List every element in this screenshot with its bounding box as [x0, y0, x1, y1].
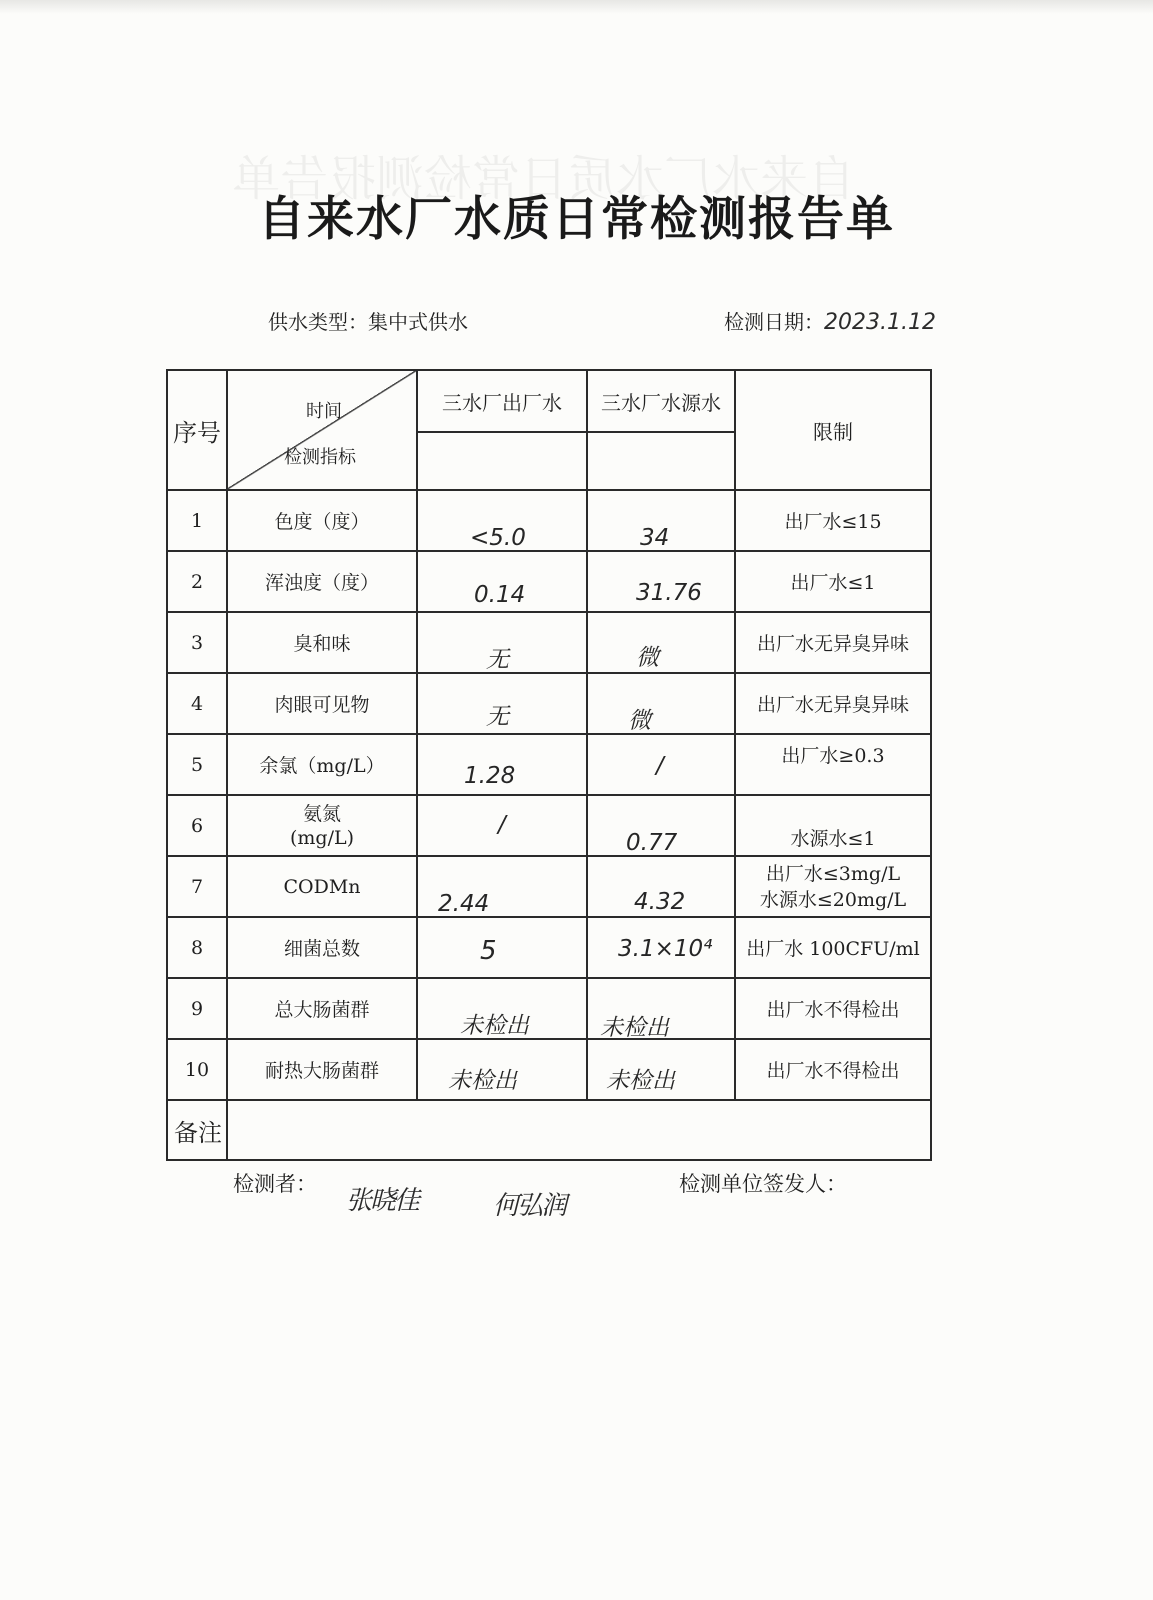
test-date-value: 2023.1.12 [824, 310, 936, 335]
row-number: 2 [167, 551, 227, 612]
source-value: 4.32 [634, 889, 686, 915]
outlet-value-cell [417, 673, 587, 734]
limit-value-secondary: 水源水≤20mg/L [759, 888, 907, 911]
outlet-value-cell [417, 978, 587, 1039]
signer-label: 检测单位签发人： [679, 1172, 847, 1196]
row-number: 5 [167, 734, 227, 795]
inspector-label: 检测者： [233, 1172, 317, 1196]
source-value-cell [587, 1039, 735, 1100]
outlet-value-cell [417, 856, 587, 917]
limit-value: 出厂水不得检出 [735, 1039, 931, 1100]
indicator-name: 浑浊度（度） [227, 551, 417, 612]
table-row [167, 1039, 931, 1100]
outlet-value-cell [417, 612, 587, 673]
table-row [167, 917, 931, 978]
source-value-cell [587, 551, 735, 612]
indicator-time-header [227, 370, 417, 490]
indicator-name: 色度（度） [227, 490, 417, 551]
indicator-unit: (mg/L) [289, 826, 355, 849]
source-value-cell [587, 917, 735, 978]
source-value-cell [587, 612, 735, 673]
outlet-value-cell [417, 734, 587, 795]
test-date-label: 检测日期： [724, 310, 824, 334]
note-row [167, 1100, 931, 1160]
outlet-value: 5 [480, 936, 497, 966]
outlet-water-subheader [417, 432, 587, 490]
inspector-signature: 何弘润 [493, 1191, 566, 1221]
limit-value: 出厂水≤3mg/L [765, 862, 901, 885]
row-number: 8 [167, 917, 227, 978]
table-row [167, 978, 931, 1039]
source-water-header: 三水厂水源水 [587, 370, 735, 432]
row-number: 10 [167, 1039, 227, 1100]
source-value-cell [587, 795, 735, 856]
source-value: 0.77 [626, 830, 678, 856]
page-title: 自来水厂水质日常检测报告单 [258, 192, 895, 247]
source-value: 34 [640, 525, 670, 551]
table-row [167, 551, 931, 612]
row-number: 3 [167, 612, 227, 673]
table-row [167, 856, 931, 917]
row-number: 4 [167, 673, 227, 734]
time-header-label: 时间 [306, 401, 342, 422]
limit-value: 出厂水无异臭异味 [735, 673, 931, 734]
row-number: 6 [167, 795, 227, 856]
source-value: 3.1×10⁴ [618, 936, 713, 962]
note-value [227, 1100, 931, 1160]
limit-value: 出厂水≤1 [735, 551, 931, 612]
indicator-name: 总大肠菌群 [227, 978, 417, 1039]
source-value: 未检出 [600, 1015, 669, 1041]
table-row [167, 673, 931, 734]
outlet-value: 无 [486, 647, 509, 673]
show-through-title: 自来水厂水质日常检测报告单 [232, 151, 857, 207]
source-value: / [656, 753, 664, 779]
indicator-name: 耐热大肠菌群 [227, 1039, 417, 1100]
table-header-row [167, 370, 931, 432]
limit-value: 出厂水 100CFU/ml [735, 917, 931, 978]
source-value: 微 [636, 645, 659, 671]
inspector-signature: 张晓佳 [346, 1186, 419, 1216]
row-number: 7 [167, 856, 227, 917]
source-value: 31.76 [636, 580, 702, 606]
indicator-name-cell [227, 795, 417, 856]
table-row [167, 612, 931, 673]
seq-header: 序号 [167, 370, 227, 490]
outlet-value: <5.0 [470, 525, 526, 551]
indicator-name: 细菌总数 [227, 917, 417, 978]
limit-value: 出厂水≥0.3 [735, 734, 931, 795]
row-number: 1 [167, 490, 227, 551]
outlet-value-cell [417, 795, 587, 856]
outlet-value: 未检出 [460, 1013, 529, 1039]
indicator-name: 余氯（mg/L） [227, 734, 417, 795]
indicator-name: 肉眼可见物 [227, 673, 417, 734]
outlet-value: 未检出 [448, 1068, 517, 1094]
outlet-value: 0.14 [474, 582, 526, 608]
indicator-name: 氨氮 [302, 802, 341, 825]
table-row [167, 490, 931, 551]
outlet-value-cell [417, 551, 587, 612]
source-value: 微 [628, 708, 651, 734]
source-value-cell [587, 490, 735, 551]
limit-value: 水源水≤1 [735, 795, 931, 856]
row-number: 9 [167, 978, 227, 1039]
limit-value: 出厂水无异臭异味 [735, 612, 931, 673]
outlet-value: 无 [486, 704, 509, 730]
source-water-subheader [587, 432, 735, 490]
limit-value: 出厂水不得检出 [735, 978, 931, 1039]
limit-header: 限制 [735, 370, 931, 490]
source-value: 未检出 [606, 1068, 675, 1094]
source-value-cell [587, 856, 735, 917]
table-row [167, 734, 931, 795]
supply-type-value: 集中式供水 [368, 310, 468, 334]
indicator-name: 臭和味 [227, 612, 417, 673]
source-value-cell [587, 673, 735, 734]
outlet-value-cell [417, 1039, 587, 1100]
outlet-water-header: 三水厂出厂水 [417, 370, 587, 432]
supply-type [268, 306, 468, 335]
supply-type-label: 供水类型： [268, 310, 368, 334]
indicator-name: CODMn [227, 856, 417, 917]
table-row [167, 795, 931, 856]
outlet-value-cell [417, 917, 587, 978]
test-date [724, 306, 936, 335]
outlet-value: / [498, 812, 506, 838]
outlet-value-cell [417, 490, 587, 551]
report-table [166, 369, 932, 1161]
outlet-value: 2.44 [438, 891, 490, 917]
limit-value: 出厂水≤15 [735, 490, 931, 551]
note-label: 备注 [167, 1100, 227, 1160]
scan-top-edge [0, 0, 1153, 14]
indicator-header-label: 检测指标 [284, 447, 356, 468]
source-value-cell [587, 734, 735, 795]
source-value-cell [587, 978, 735, 1039]
outlet-value: 1.28 [464, 763, 516, 789]
limit-value-cell [735, 856, 931, 917]
